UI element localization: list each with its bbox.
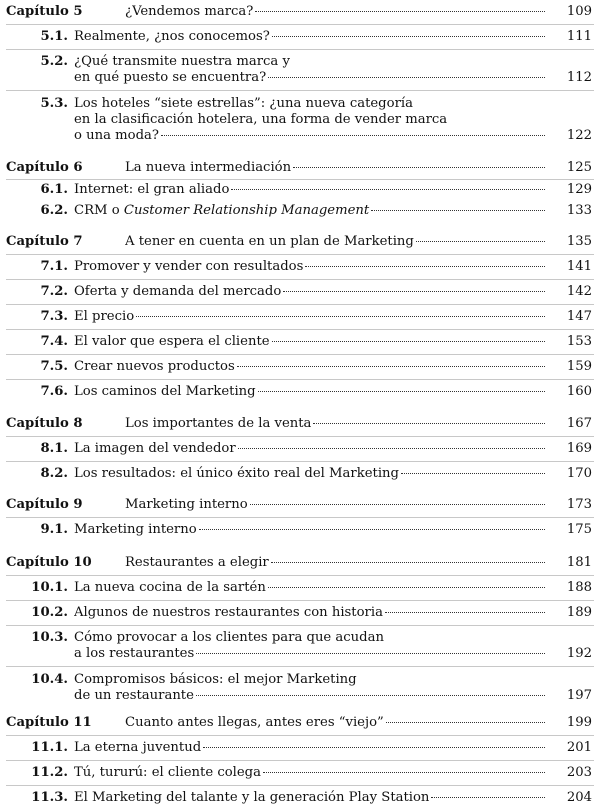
section-title-line: en la clasificación hotelera, una forma de vender marca: [74, 112, 448, 127]
toc-chapter-9: [0, 497, 600, 513]
section-number: 8.1.: [40, 441, 68, 456]
page-number: 170: [566, 466, 592, 481]
section-title: Realmente, ¿nos conocemos?: [74, 29, 270, 44]
divider: [6, 785, 594, 786]
chapter-label: Capítulo 11: [6, 715, 92, 730]
toc-section-7-4: [0, 334, 600, 350]
section-title: Crear nuevos productos: [74, 359, 235, 374]
page-number: 197: [566, 688, 592, 703]
dot-leader: [386, 722, 545, 723]
dot-leader: [431, 797, 545, 798]
page-number: 133: [566, 203, 592, 218]
page-number: 111: [566, 29, 592, 44]
dot-leader: [268, 77, 545, 78]
divider: [6, 354, 594, 355]
toc-section-11-3: [0, 790, 600, 806]
toc-section-6-1: [0, 182, 600, 198]
section-number: 9.1.: [40, 522, 68, 537]
section-number: 10.2.: [31, 605, 68, 620]
dot-leader: [237, 366, 545, 367]
toc-section-5-1: [0, 29, 600, 45]
section-number: 6.1.: [40, 182, 68, 197]
divider: [6, 666, 594, 667]
divider: [6, 760, 594, 761]
divider: [6, 24, 594, 25]
section-title-line: Compromisos básicos: el mejor Marketing: [74, 672, 357, 687]
section-title: La eterna juventud: [74, 740, 202, 755]
section-title: El valor que espera el cliente: [74, 334, 270, 349]
section-title: Los caminos del Marketing: [74, 384, 256, 399]
section-title-line: Cómo provocar a los clientes para que acudan: [74, 630, 384, 645]
section-title: a los restaurantes: [74, 646, 195, 661]
section-number: 8.2.: [40, 466, 68, 481]
chapter-label: Capítulo 8: [6, 416, 83, 431]
toc-section-10-3: [0, 630, 600, 662]
toc-chapter-11: [0, 715, 600, 731]
toc-section-11-2: [0, 765, 600, 781]
divider: [6, 436, 594, 437]
toc-section-8-1: [0, 441, 600, 457]
dot-leader: [313, 423, 545, 424]
section-title: Tú, tururú: el cliente colega: [74, 765, 261, 780]
page-number: 159: [566, 359, 592, 374]
divider: [6, 179, 594, 180]
page-number: 169: [566, 441, 592, 456]
section-number: 10.3.: [31, 630, 68, 645]
section-number: 5.3.: [40, 96, 68, 111]
divider: [6, 625, 594, 626]
section-title: o una moda?: [74, 128, 159, 143]
section-number: 10.1.: [31, 580, 68, 595]
section-number: 5.1.: [40, 29, 68, 44]
chapter-title: ¿Vendemos marca?: [125, 4, 254, 19]
section-title: Promover y vender con resultados: [74, 259, 304, 274]
divider: [6, 49, 594, 50]
toc-chapter-10: [0, 555, 600, 571]
page-number: 201: [566, 740, 592, 755]
dot-leader: [272, 36, 545, 37]
toc-section-10-2: [0, 605, 600, 621]
dot-leader: [136, 316, 545, 317]
page-number: 129: [566, 182, 592, 197]
dot-leader: [385, 612, 545, 613]
section-title: Marketing interno: [74, 522, 197, 537]
dot-leader: [161, 135, 545, 136]
page-number: 160: [566, 384, 592, 399]
divider: [6, 379, 594, 380]
dot-leader: [203, 747, 545, 748]
toc-section-7-6: [0, 384, 600, 400]
section-number: 7.1.: [40, 259, 68, 274]
page-number: 199: [566, 715, 592, 730]
dot-leader: [272, 341, 545, 342]
dot-leader: [371, 210, 545, 211]
section-title: La imagen del vendedor: [74, 441, 236, 456]
chapter-title: Los importantes de la venta: [125, 416, 312, 431]
dot-leader: [196, 653, 545, 654]
chapter-title: La nueva intermediación: [125, 160, 292, 175]
toc-section-10-1: [0, 580, 600, 596]
page-number: 173: [566, 497, 592, 512]
section-title: Algunos de nuestros restaurantes con historia: [74, 605, 383, 620]
section-title: CRM o: [74, 203, 124, 218]
dot-leader: [401, 473, 545, 474]
dot-leader: [238, 448, 545, 449]
page-number: 192: [566, 646, 592, 661]
toc-section-9-1: [0, 522, 600, 538]
section-title: de un restaurante: [74, 688, 194, 703]
toc-section-5-3: [0, 96, 600, 144]
chapter-label: Capítulo 5: [6, 4, 83, 19]
toc-section-7-2: [0, 284, 600, 300]
page-number: 181: [566, 555, 592, 570]
toc-section-7-5: [0, 359, 600, 375]
dot-leader: [199, 529, 545, 530]
dot-leader: [231, 189, 545, 190]
dot-leader: [255, 11, 545, 12]
section-title: Oferta y demanda del mercado: [74, 284, 282, 299]
dot-leader: [305, 266, 545, 267]
section-number: 11.2.: [31, 765, 68, 780]
toc-section-7-1: [0, 259, 600, 275]
section-number: 5.2.: [40, 54, 68, 69]
dot-leader: [268, 587, 545, 588]
divider: [6, 600, 594, 601]
page-number: 135: [566, 234, 592, 249]
chapter-title: A tener en cuenta en un plan de Marketing: [125, 234, 414, 249]
divider: [6, 461, 594, 462]
section-title-line: ¿Qué transmite nuestra marca y: [74, 54, 290, 69]
section-title: Internet: el gran aliado: [74, 182, 230, 197]
page-number: 122: [566, 128, 592, 143]
page-number: 112: [566, 70, 592, 85]
divider: [6, 279, 594, 280]
section-number: 7.2.: [40, 284, 68, 299]
divider: [6, 329, 594, 330]
toc-section-8-2: [0, 466, 600, 482]
toc-chapter-8: [0, 416, 600, 432]
dot-leader: [293, 167, 545, 168]
chapter-label: Capítulo 7: [6, 234, 83, 249]
toc-chapter-6: [0, 160, 600, 176]
toc-chapter-7: [0, 234, 600, 250]
divider: [6, 517, 594, 518]
section-title: La nueva cocina de la sartén: [74, 580, 266, 595]
dot-leader: [196, 695, 545, 696]
chapter-label: Capítulo 10: [6, 555, 92, 570]
section-number: 6.2.: [40, 203, 68, 218]
section-number: 11.3.: [31, 790, 68, 805]
toc-section-6-2: [0, 203, 600, 219]
page-number: 189: [566, 605, 592, 620]
page-number: 125: [566, 160, 592, 175]
section-title: Los resultados: el único éxito real del Marketing: [74, 466, 399, 481]
section-title-line: Los hoteles “siete estrellas”: ¿una nueva categoría: [74, 96, 413, 111]
page-number: 167: [566, 416, 592, 431]
section-number: 7.5.: [40, 359, 68, 374]
page-number: 175: [566, 522, 592, 537]
section-title-italic: Customer Relationship Management: [123, 203, 370, 218]
dot-leader: [283, 291, 545, 292]
toc-section-7-3: [0, 309, 600, 325]
page-number: 188: [566, 580, 592, 595]
dot-leader: [258, 391, 545, 392]
section-title: El precio: [74, 309, 135, 324]
section-number: 10.4.: [31, 672, 68, 687]
divider: [6, 254, 594, 255]
section-title: en qué puesto se encuentra?: [74, 70, 267, 85]
divider: [6, 735, 594, 736]
page-number: 141: [566, 259, 592, 274]
toc-section-5-2: [0, 54, 600, 86]
divider: [6, 304, 594, 305]
page-number: 142: [566, 284, 592, 299]
dot-leader: [263, 772, 545, 773]
chapter-label: Capítulo 6: [6, 160, 83, 175]
dot-leader: [250, 504, 545, 505]
page-number: 147: [566, 309, 592, 324]
page-number: 204: [566, 790, 592, 805]
dot-leader: [416, 241, 545, 242]
page-number: 109: [566, 4, 592, 19]
chapter-title: Cuanto antes llegas, antes eres “viejo”: [125, 715, 384, 730]
section-number: 7.4.: [40, 334, 68, 349]
section-number: 7.6.: [40, 384, 68, 399]
page-number: 153: [566, 334, 592, 349]
chapter-label: Capítulo 9: [6, 497, 83, 512]
section-title: El Marketing del talante y la generación Play Station: [74, 790, 430, 805]
section-number: 11.1.: [31, 740, 68, 755]
section-number: 7.3.: [40, 309, 68, 324]
toc-section-11-1: [0, 740, 600, 756]
dot-leader: [271, 562, 545, 563]
chapter-title: Restaurantes a elegir: [125, 555, 269, 570]
toc-section-10-4: [0, 672, 600, 704]
toc-chapter-5: [0, 4, 600, 20]
divider: [6, 90, 594, 91]
page-number: 203: [566, 765, 592, 780]
divider: [6, 575, 594, 576]
chapter-title: Marketing interno: [125, 497, 248, 512]
